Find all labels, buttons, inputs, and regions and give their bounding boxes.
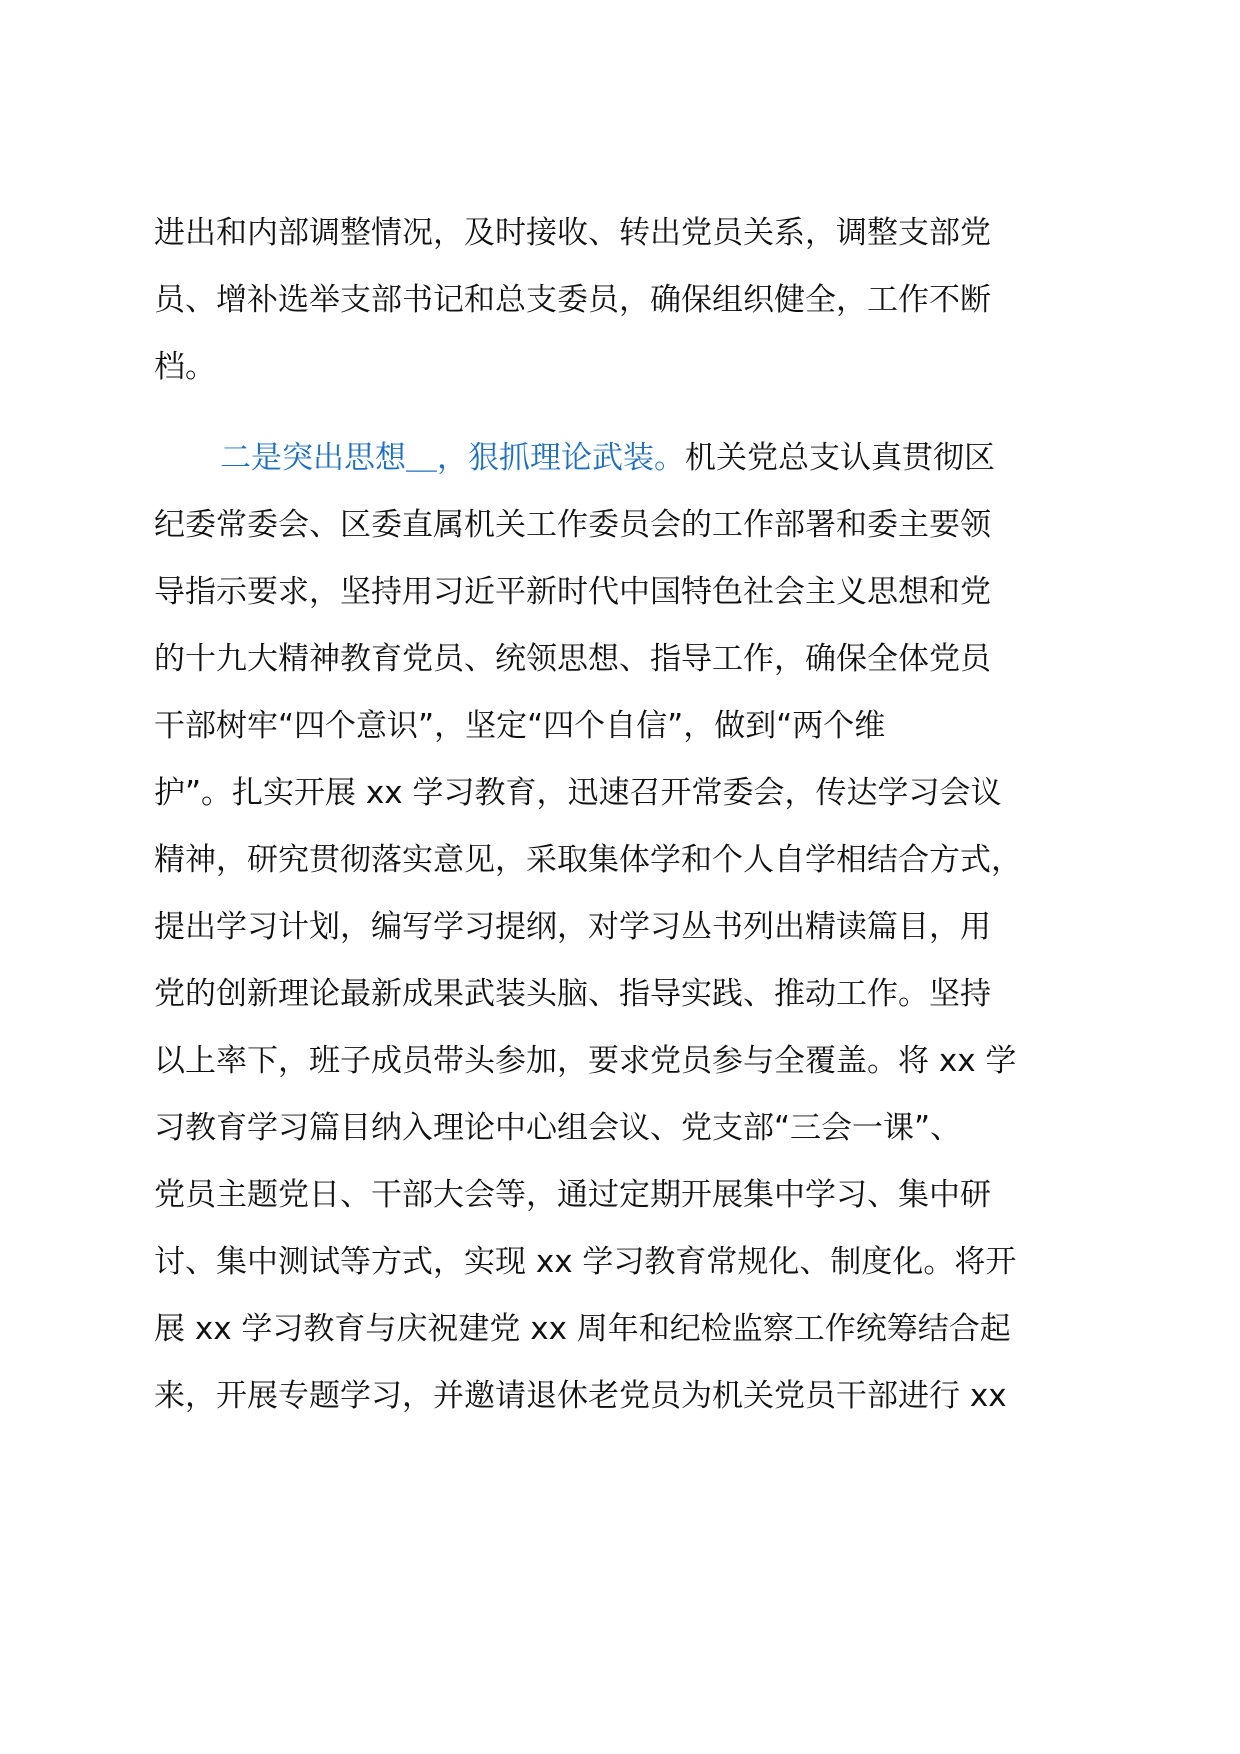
text-line: 党的创新理论最新成果武装头脑、指导实践、推动工作。坚持 xyxy=(154,976,991,1012)
text-line: 进出和内部调整情况，及时接收、转出党员关系，调整支部党 xyxy=(154,215,991,251)
text-line: 干部树牢“四个意识”，坚定“四个自信”，做到“两个维 xyxy=(154,708,886,744)
text-line: 护”。扎实开展 xx 学习教育，迅速召开常委会，传达学习会议 xyxy=(154,775,1002,811)
paragraph-first-line xyxy=(154,425,1114,492)
text-line-rest: 机关党总支认真贯彻区 xyxy=(685,440,995,476)
text-line: 的十九大精神教育党员、统领思想、指导工作，确保全体党员 xyxy=(154,641,991,677)
text-line: 讨、集中测试等方式，实现 xx 学习教育常规化、制度化。将开 xyxy=(154,1244,1017,1280)
text-line: 纪委常委会、区委直属机关工作委员会的工作部署和委主要领 xyxy=(154,507,991,543)
text-line: 以上率下，班子成员带头参加，要求党员参与全覆盖。将 xx 学 xyxy=(154,1043,1017,1079)
text-line: 提出学习计划，编写学习提纲，对学习丛书列出精读篇目，用 xyxy=(154,909,991,945)
paragraph-continued xyxy=(154,200,1114,401)
text-line: 导指示要求，坚持用习近平新时代中国特色社会主义思想和党 xyxy=(154,574,991,610)
text-line: 档。 xyxy=(154,349,216,385)
text-line: 展 xx 学习教育与庆祝建党 xx 周年和纪检监察工作统筹结合起 xyxy=(154,1311,1011,1347)
paragraph-heading: 二是突出思想＿，狠抓理论武装。 xyxy=(220,440,685,476)
text-line: 员、增补选举支部书记和总支委员，确保组织健全，工作不断 xyxy=(154,282,991,318)
text-line: 习教育学习篇目纳入理论中心组会议、党支部“三会一课”、 xyxy=(154,1110,962,1146)
text-line: 来，开展专题学习，并邀请退休老党员为机关党员干部进行 xx xyxy=(154,1378,1007,1414)
text-line: 精神，研究贯彻落实意见，采取集体学和个人自学相结合方式， xyxy=(154,842,1022,878)
text-line: 党员主题党日、干部大会等，通过定期开展集中学习、集中研 xyxy=(154,1177,991,1213)
paragraph-two xyxy=(154,425,1114,1430)
